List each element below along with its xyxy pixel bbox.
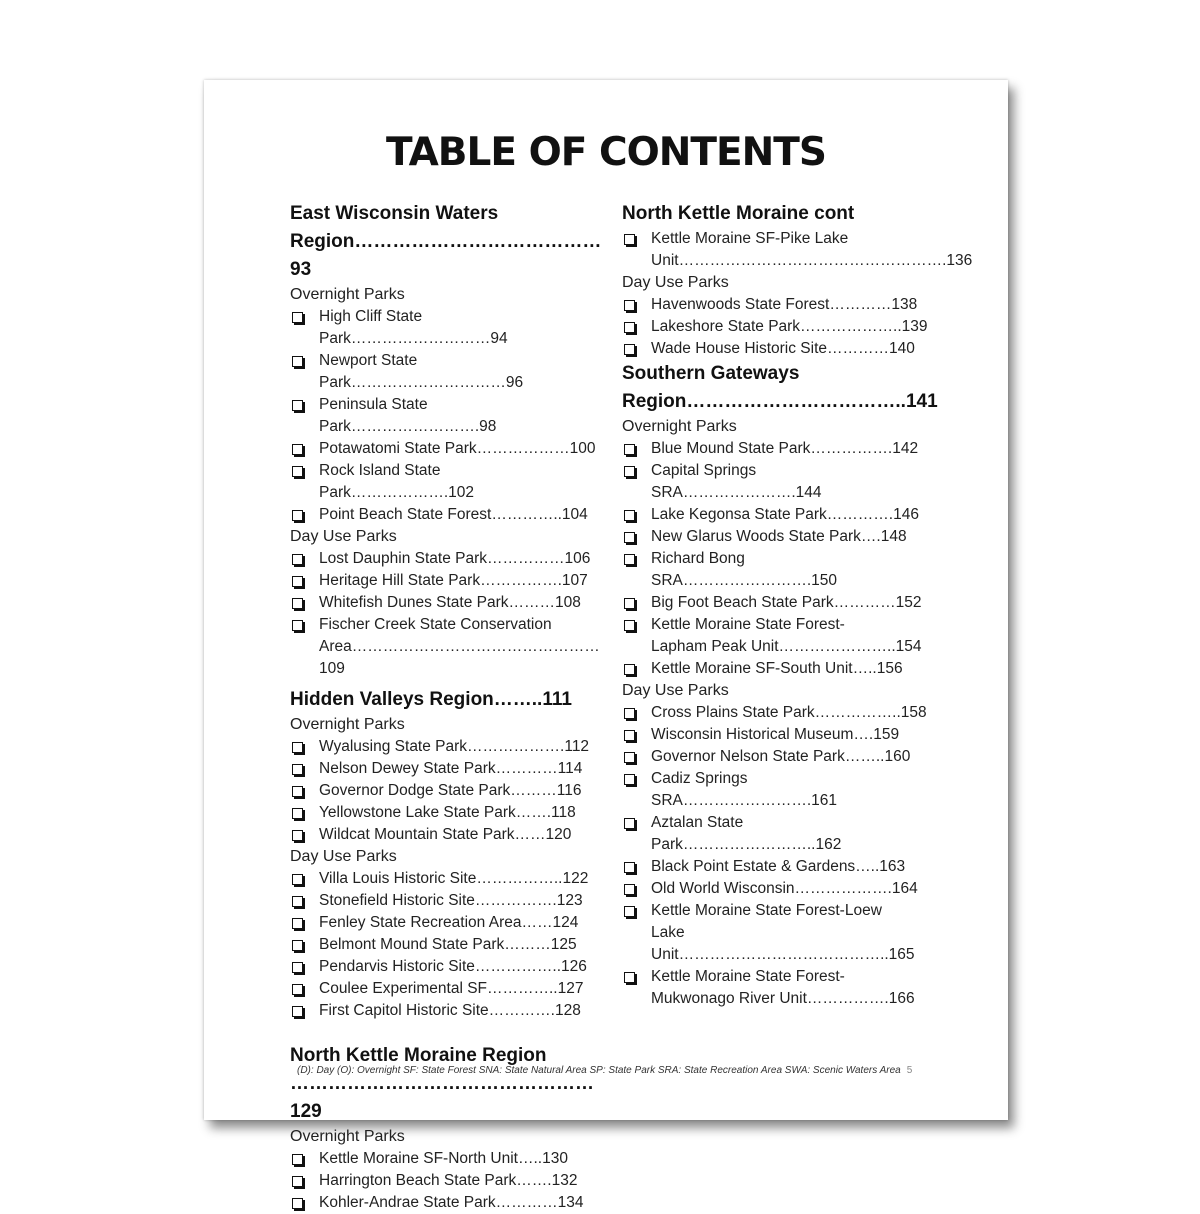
checkbox-icon xyxy=(292,1154,303,1165)
checkbox-icon xyxy=(624,664,635,675)
entry-label: Kettle Moraine State Forest- Mukwonago River Unit…………….166 xyxy=(651,968,915,1007)
entry-label: Belmont Mound State Park………125 xyxy=(319,936,577,953)
entry-list xyxy=(290,1148,596,1214)
checkbox-icon xyxy=(292,356,303,367)
entry-label: Capital Springs SRA………………….144 xyxy=(651,462,822,501)
region-heading: North Kettle Moraine cont xyxy=(622,203,855,224)
checklist-entry xyxy=(290,350,596,394)
section-hidden-valleys xyxy=(290,686,596,1022)
entry-label: Kettle Moraine State Forest-Loew Lake Unit…………………………………..165 xyxy=(651,902,915,963)
group-label-day-use: Day Use Parks xyxy=(622,682,729,699)
entry-label: Fenley State Recreation Area……124 xyxy=(319,914,579,931)
group-label-overnight: Overnight Parks xyxy=(290,716,405,733)
entry-label: Kohler-Andrae State Park…………134 xyxy=(319,1194,584,1211)
checkbox-icon xyxy=(292,940,303,951)
checklist-entry xyxy=(622,856,928,878)
checklist-entry xyxy=(622,526,928,548)
entry-label: Rock Island State Park……………….102 xyxy=(319,462,475,501)
region-heading: East Wisconsin Waters xyxy=(290,203,499,224)
checklist-entry xyxy=(290,736,596,758)
footer-legend xyxy=(297,1065,912,1076)
checklist-entry xyxy=(622,724,928,746)
checklist-entry xyxy=(622,592,928,614)
entry-list xyxy=(290,868,596,1022)
entry-label: Pendarvis Historic Site……………..126 xyxy=(319,958,587,975)
entry-label: Potawatomi State Park………………100 xyxy=(319,440,596,457)
entry-label: Havenwoods State Forest…………138 xyxy=(651,296,918,313)
checklist-entry xyxy=(290,934,596,956)
checklist-entry xyxy=(622,294,928,316)
checkbox-icon xyxy=(624,234,635,245)
group-label-overnight: Overnight Parks xyxy=(290,1128,405,1145)
checkbox-icon xyxy=(292,984,303,995)
checklist-entry xyxy=(290,1192,596,1214)
section-north-kettle-moraine-cont xyxy=(622,200,973,360)
checklist-entry xyxy=(622,338,928,360)
checklist-entry xyxy=(290,1148,596,1170)
checklist-entry xyxy=(622,966,928,1010)
checkbox-icon xyxy=(624,884,635,895)
checkbox-icon xyxy=(624,532,635,543)
checklist-entry xyxy=(290,460,596,504)
checklist-entry xyxy=(290,438,596,460)
entry-label: Black Point Estate & Gardens…..163 xyxy=(651,858,906,875)
section-southern-gateways xyxy=(622,360,938,1010)
entry-label: Wisconsin Historical Museum….159 xyxy=(651,726,900,743)
checkbox-icon xyxy=(624,510,635,521)
checklist-entry xyxy=(290,780,596,802)
abbreviation-legend: (D): Day (O): Overnight SF: State Forest SNA: State Natural Area SP: State Park SRA: State Recreation Area SWA: Scenic Waters Area xyxy=(297,1065,901,1076)
entry-label: New Glarus Woods State Park….148 xyxy=(651,528,907,545)
checklist-entry xyxy=(622,702,928,724)
entry-label: Cross Plains State Park……………..158 xyxy=(651,704,927,721)
checklist-entry xyxy=(290,1000,596,1022)
entry-label: Peninsula State Park…………………….98 xyxy=(319,396,497,435)
checklist-entry xyxy=(290,504,596,526)
checklist-entry xyxy=(622,658,928,680)
checkbox-icon xyxy=(292,742,303,753)
entry-label: Wildcat Mountain State Park……120 xyxy=(319,826,572,843)
checkbox-icon xyxy=(624,444,635,455)
entry-label: Stonefield Historic Site…………….123 xyxy=(319,892,583,909)
checklist-entry xyxy=(622,438,928,460)
checklist-entry xyxy=(622,746,928,768)
entry-label: Heritage Hill State Park…………….107 xyxy=(319,572,588,589)
entry-label: Wade House Historic Site…………140 xyxy=(651,340,915,357)
entry-label: Kettle Moraine State Forest- Lapham Peak Unit…………………..154 xyxy=(651,616,922,655)
checklist-entry xyxy=(290,912,596,934)
entry-list xyxy=(622,228,973,272)
entry-label: High Cliff State Park………………………94 xyxy=(319,308,508,347)
entry-label: Governor Dodge State Park………116 xyxy=(319,782,582,799)
entry-label: Coulee Experimental SF…………..127 xyxy=(319,980,584,997)
entry-label: Villa Louis Historic Site……………..122 xyxy=(319,870,589,887)
checkbox-icon xyxy=(624,774,635,785)
entry-label: First Capitol Historic Site………….128 xyxy=(319,1002,581,1019)
entry-label: Lost Dauphin State Park……………106 xyxy=(319,550,591,567)
checkbox-icon xyxy=(292,466,303,477)
checkbox-icon xyxy=(292,400,303,411)
checklist-entry xyxy=(622,812,928,856)
entry-list xyxy=(622,294,928,360)
checklist-entry xyxy=(622,548,928,592)
entry-label: Yellowstone Lake State Park…….118 xyxy=(319,804,576,821)
checklist-entry xyxy=(290,758,596,780)
entry-label: Richard Bong SRA…………………….150 xyxy=(651,550,838,589)
entry-label: Nelson Dewey State Park…………114 xyxy=(319,760,583,777)
checkbox-icon xyxy=(292,576,303,587)
checkbox-icon xyxy=(624,972,635,983)
checkbox-icon xyxy=(292,554,303,565)
checklist-entry xyxy=(622,768,928,812)
checkbox-icon xyxy=(292,598,303,609)
checklist-entry xyxy=(290,802,596,824)
checkbox-icon xyxy=(624,708,635,719)
entry-label: Wyalusing State Park……………….112 xyxy=(319,738,590,755)
checkbox-icon xyxy=(292,896,303,907)
checkbox-icon xyxy=(292,918,303,929)
entry-label: Governor Nelson State Park……..160 xyxy=(651,748,911,765)
section-east-wisconsin-waters xyxy=(290,200,602,680)
document-page xyxy=(204,80,1008,1211)
region-heading: Hidden Valleys Region……..111 xyxy=(290,689,572,710)
checklist-entry xyxy=(290,824,596,846)
region-heading-page: Region……………………………..141 xyxy=(622,391,938,412)
entry-list xyxy=(622,702,928,1010)
checklist-entry xyxy=(290,614,600,680)
region-heading-page: …………………………………………129 xyxy=(290,1073,594,1122)
checkbox-icon xyxy=(292,764,303,775)
checklist-entry xyxy=(622,460,928,504)
checklist-entry xyxy=(290,592,596,614)
checkbox-icon xyxy=(292,444,303,455)
region-heading-page: Region…………………………………93 xyxy=(290,231,602,280)
entry-list xyxy=(290,548,600,680)
checklist-entry xyxy=(290,956,596,978)
checklist-entry xyxy=(290,570,596,592)
checkbox-icon xyxy=(624,554,635,565)
checkbox-icon xyxy=(624,344,635,355)
checkbox-icon xyxy=(292,808,303,819)
checkbox-icon xyxy=(624,322,635,333)
entry-label: Lake Kegonsa State Park………….146 xyxy=(651,506,919,523)
checklist-entry xyxy=(290,978,596,1000)
checkbox-icon xyxy=(292,1176,303,1187)
entry-list xyxy=(622,438,928,680)
checkbox-icon xyxy=(624,862,635,873)
checklist-entry xyxy=(622,316,928,338)
entry-label: Old World Wisconsin……………….164 xyxy=(651,880,918,897)
checkbox-icon xyxy=(292,1006,303,1017)
group-label-day-use: Day Use Parks xyxy=(290,848,397,865)
checklist-entry xyxy=(290,868,596,890)
checklist-entry xyxy=(290,1170,596,1192)
checkbox-icon xyxy=(292,962,303,973)
checklist-entry xyxy=(622,614,928,658)
entry-label: Big Foot Beach State Park…………152 xyxy=(651,594,922,611)
entry-label: Aztalan State Park……………………..162 xyxy=(651,814,842,853)
group-label-day-use: Day Use Parks xyxy=(290,528,397,545)
entry-label: Point Beach State Forest…………..104 xyxy=(319,506,588,523)
entry-label: Kettle Moraine SF-South Unit…..156 xyxy=(651,660,903,677)
region-heading: North Kettle Moraine Region xyxy=(290,1045,547,1066)
entry-label: Cadiz Springs SRA…………………….161 xyxy=(651,770,838,809)
page-number: 5 xyxy=(906,1065,913,1076)
entry-label: Kettle Moraine SF-Pike Lake Unit…………………………………………….136 xyxy=(651,230,973,269)
checkbox-icon xyxy=(624,598,635,609)
checkbox-icon xyxy=(624,620,635,631)
checkbox-icon xyxy=(292,830,303,841)
checklist-entry xyxy=(290,306,596,350)
checklist-entry xyxy=(290,890,596,912)
checkbox-icon xyxy=(624,300,635,311)
entry-label: Newport State Park…………………………96 xyxy=(319,352,524,391)
checklist-entry xyxy=(622,878,928,900)
entry-list xyxy=(290,306,596,526)
checklist-entry xyxy=(290,548,596,570)
checklist-entry xyxy=(290,394,596,438)
entry-label: Fischer Creek State Conservation Area…………………………………………109 xyxy=(319,616,600,677)
checkbox-icon xyxy=(292,312,303,323)
group-label-overnight: Overnight Parks xyxy=(622,418,737,435)
entry-label: Kettle Moraine SF-North Unit…..130 xyxy=(319,1150,568,1167)
region-heading: Southern Gateways xyxy=(622,363,800,384)
checkbox-icon xyxy=(292,620,303,631)
checklist-entry xyxy=(622,900,928,966)
entry-list xyxy=(290,736,596,846)
checkbox-icon xyxy=(624,906,635,917)
checklist-entry xyxy=(622,504,928,526)
group-label-day-use: Day Use Parks xyxy=(622,274,729,291)
checkbox-icon xyxy=(624,818,635,829)
checkbox-icon xyxy=(292,874,303,885)
right-column xyxy=(622,200,973,1010)
checkbox-icon xyxy=(292,786,303,797)
checkbox-icon xyxy=(624,730,635,741)
checklist-entry xyxy=(622,228,973,272)
entry-label: Blue Mound State Park…………….142 xyxy=(651,440,919,457)
checkbox-icon xyxy=(624,466,635,477)
entry-label: Lakeshore State Park………………..139 xyxy=(651,318,928,335)
entry-label: Whitefish Dunes State Park………108 xyxy=(319,594,581,611)
group-label-overnight: Overnight Parks xyxy=(290,286,405,303)
page-title: TABLE OF CONTENTS xyxy=(386,130,826,175)
checkbox-icon xyxy=(624,752,635,763)
checkbox-icon xyxy=(292,510,303,521)
entry-label: Harrington Beach State Park…….132 xyxy=(319,1172,578,1189)
